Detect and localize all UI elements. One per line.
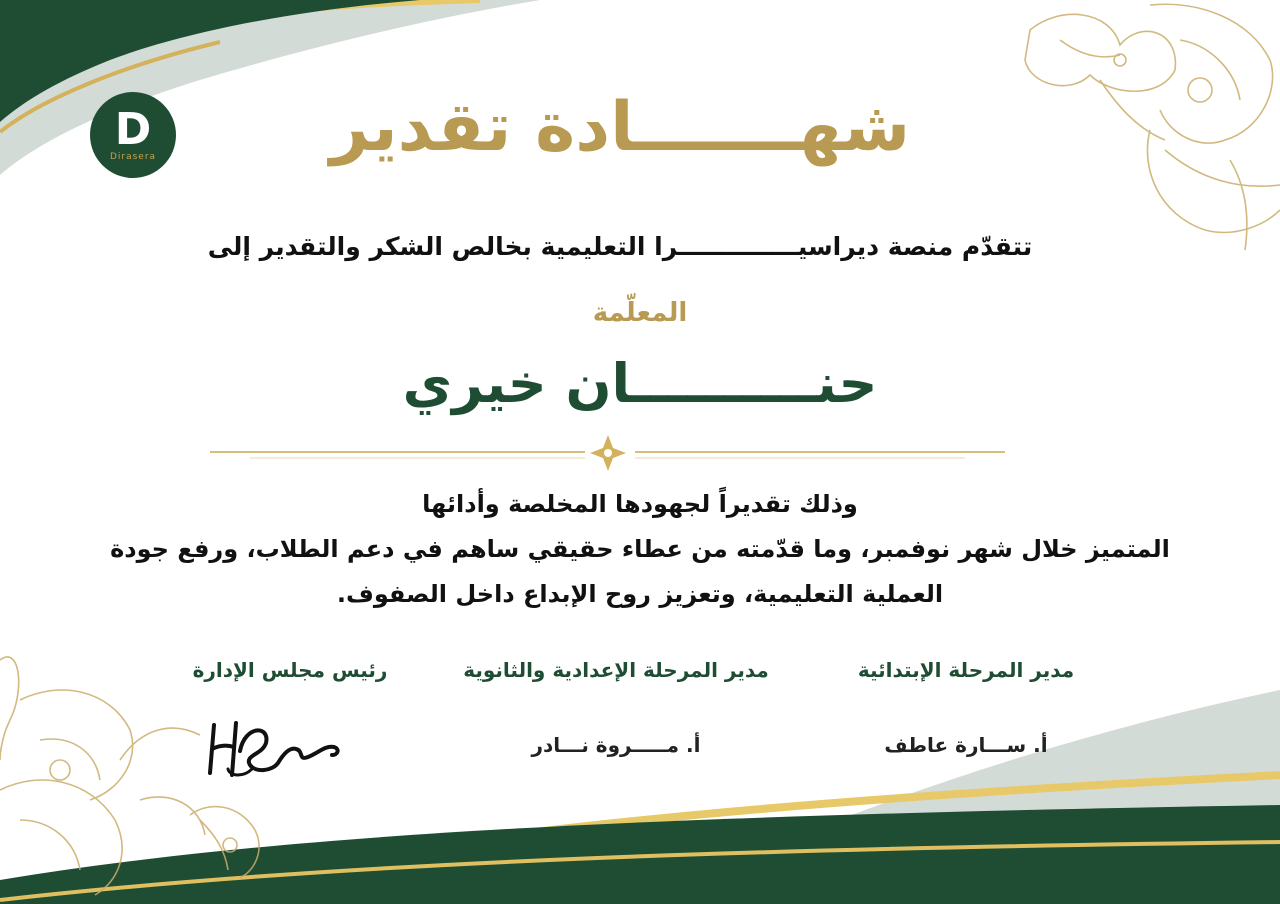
divider-ornament	[210, 435, 1005, 471]
dirasera-logo	[90, 92, 176, 178]
logo-brand-text: Dirasera	[109, 152, 157, 162]
certificate-intro: تتقدّم منصة ديراسيــــــــــــــرا التعليمية بخالص الشكر والتقدير إلى	[207, 232, 1033, 261]
body-line-1: وذلك تقديراً لجهودها المخلصة وأدائها	[422, 490, 858, 518]
pen-nib-d-logo-icon: D	[114, 104, 152, 155]
recipient-role: المعلّمة	[592, 298, 688, 328]
body-line-2: المتميز خلال شهر نوفمبر، وما قدّمته من عطاء حقيقي ساهم في دعم الطلاب، ورفع جودة	[110, 535, 1170, 563]
body-line-3: العملية التعليمية، وتعزيز روح الإبداع داخل الصفوف.	[336, 580, 944, 608]
signature-name-primary: أ. ســـارة عاطف	[884, 733, 1048, 757]
certificate-title: شهـــــــادة تقدير	[329, 88, 911, 167]
handwritten-signature-icon	[200, 705, 350, 785]
signature-title-secondary: مدير المرحلة الإعدادية والثانوية	[463, 658, 769, 682]
signature-title-chairman: رئيس مجلس الإدارة	[192, 658, 388, 682]
signature-name-secondary: أ. مـــــروة نـــادر	[531, 733, 701, 757]
recipient-name: حنــــــــــان خيري	[402, 352, 878, 415]
top-right-floral-ornament	[1025, 4, 1280, 250]
signature-title-primary: مدير المرحلة الإبتدائية	[857, 658, 1075, 682]
